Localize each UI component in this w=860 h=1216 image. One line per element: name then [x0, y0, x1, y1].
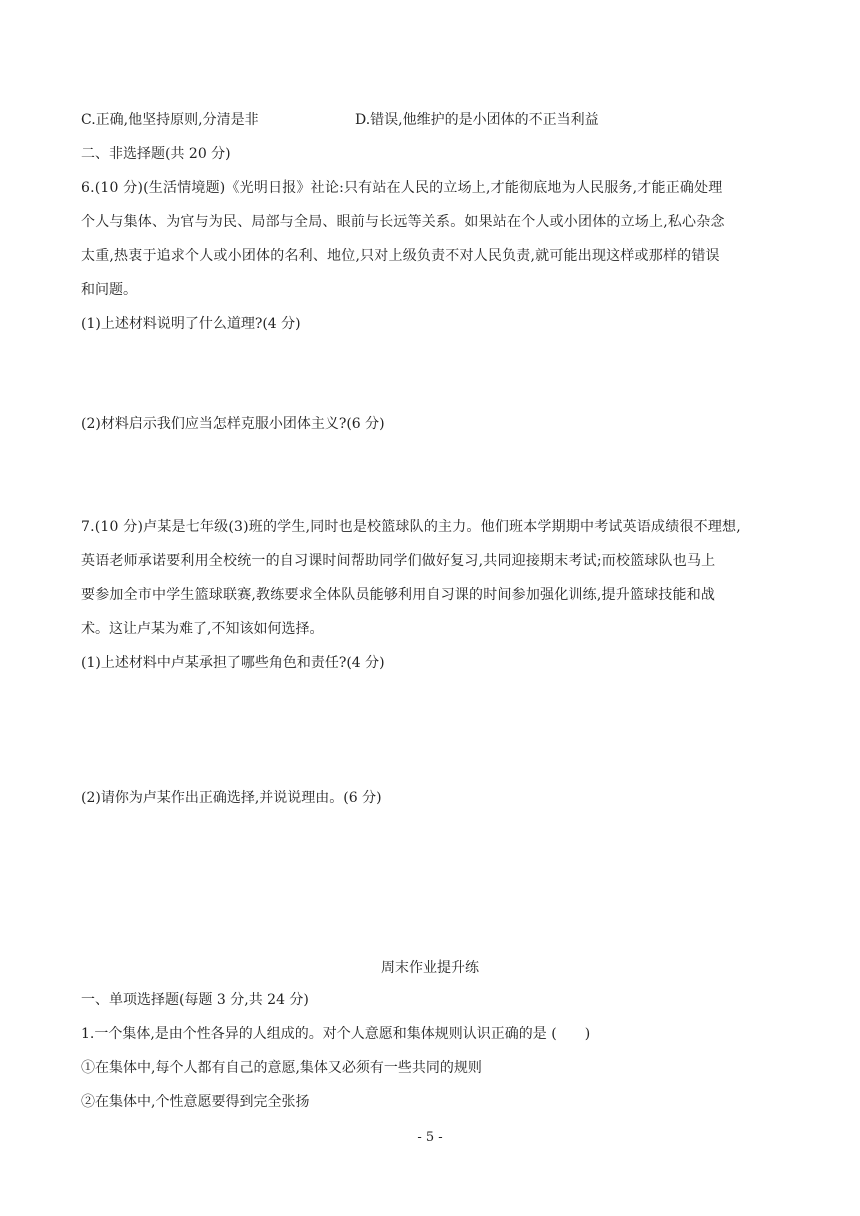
q6-line-1: 6.(10 分)(生活情境题)《光明日报》社论:只有站在人民的立场上,才能彻底地为人民服务,才能正确处理	[81, 180, 723, 196]
option-c: C.正确,他坚持原则,分清是非	[81, 112, 259, 128]
weekend-section-title: 周末作业提升练	[381, 960, 479, 976]
q7-line-4: 术。这让卢某为难了,不知该如何选择。	[81, 621, 324, 637]
section2-heading: 二、非选择题(共 20 分)	[81, 146, 231, 162]
q7-line-1: 7.(10 分)卢某是七年级(3)班的学生,同时也是校篮球队的主力。他们班本学期期中考试英语成绩很不理想,	[81, 519, 741, 535]
q6-line-2: 个人与集体、为官与为民、局部与全局、眼前与长远等关系。如果站在个人或小团体的立场上,私心杂念	[81, 214, 725, 230]
q7-sub2: (2)请你为卢某作出正确选择,并说说理由。(6 分)	[81, 790, 382, 806]
option-d: D.错误,他维护的是小团体的不正当利益	[355, 112, 599, 128]
q7-line-3: 要参加全市中学生篮球联赛,教练要求全体队员能够利用自习课的时间参加强化训练,提升篮球技能和战	[81, 587, 716, 603]
page-number: - 5 -	[417, 1130, 443, 1145]
q1-option-2: ②在集体中,个性意愿要得到完全张扬	[81, 1094, 310, 1110]
q7-line-2: 英语老师承诺要利用全校统一的自习课时间帮助同学们做好复习,共同迎接期末考试;而校篮球队也马上	[81, 553, 716, 569]
q6-sub2: (2)材料启示我们应当怎样克服小团体主义?(6 分)	[81, 416, 385, 432]
q7-sub1: (1)上述材料中卢某承担了哪些角色和责任?(4 分)	[81, 655, 385, 671]
q1-stem: 1.一个集体,是由个性各异的人组成的。对个人意愿和集体规则认识正确的是 ( )	[81, 1026, 591, 1042]
section1-heading: 一、单项选择题(每题 3 分,共 24 分)	[81, 992, 309, 1008]
q6-line-3: 太重,热衷于追求个人或小团体的名利、地位,只对上级负责不对人民负责,就可能出现这样或那样的错误	[81, 248, 720, 264]
q6-line-4: 和问题。	[81, 282, 137, 298]
q1-option-1: ①在集体中,每个人都有自己的意愿,集体又必须有一些共同的规则	[81, 1060, 482, 1076]
q6-sub1: (1)上述材料说明了什么道理?(4 分)	[81, 316, 301, 332]
